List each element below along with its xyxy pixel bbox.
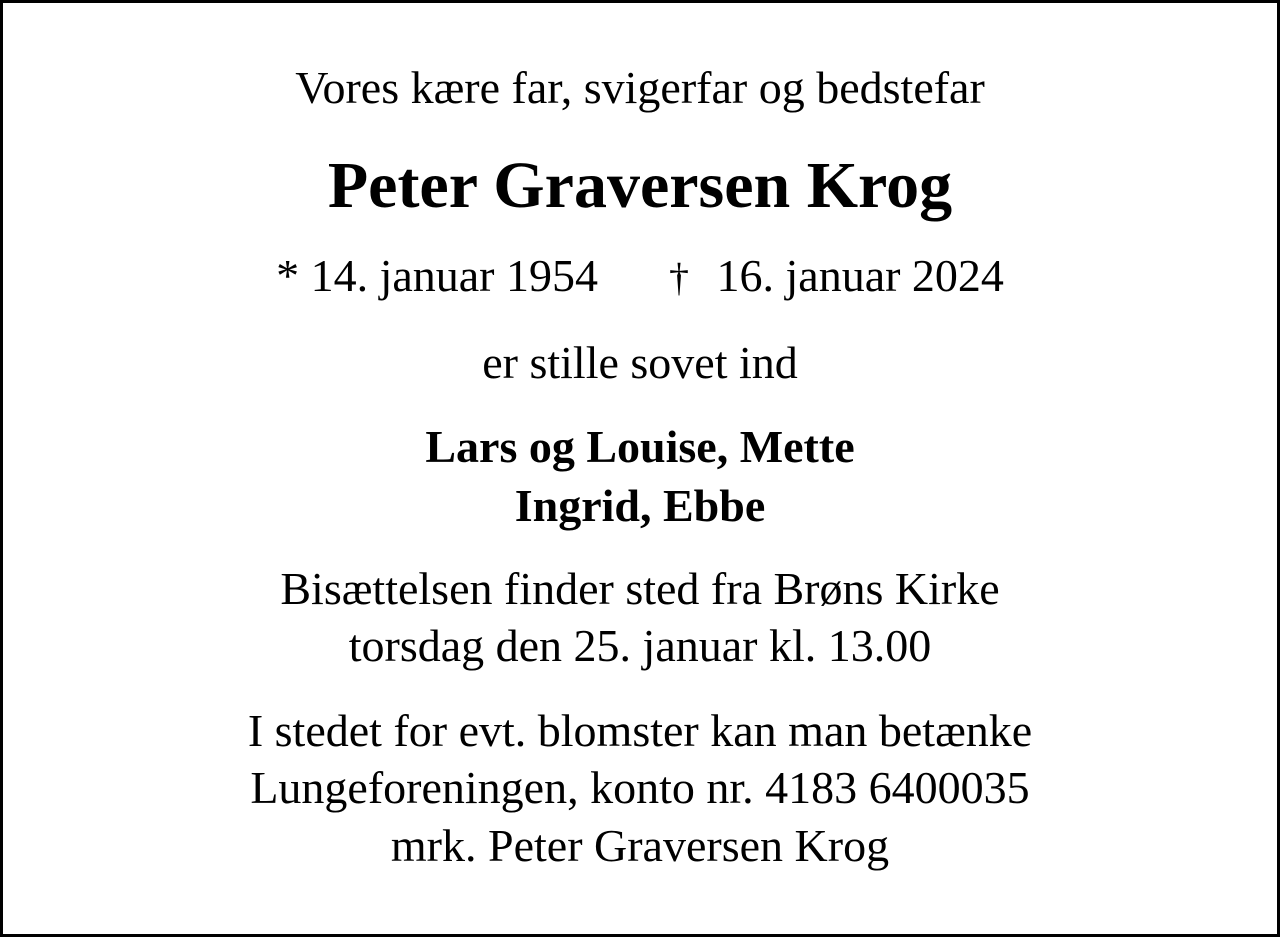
birth-symbol: * bbox=[276, 250, 300, 301]
death-date: 16. januar 2024 bbox=[716, 250, 1004, 301]
family-line: Lars og Louise, Mette bbox=[425, 421, 855, 472]
deceased-name: Peter Graversen Krog bbox=[327, 149, 953, 222]
birth-date: 14. januar 1954 bbox=[310, 250, 598, 301]
family-line: Ingrid, Ebbe bbox=[514, 480, 766, 531]
death-symbol: † bbox=[669, 255, 689, 300]
donation-line: Lungeforeningen, konto nr. 4183 6400035 bbox=[250, 762, 1030, 813]
passed-away-text: er stille sovet ind bbox=[482, 337, 798, 388]
funeral-line: torsdag den 25. januar kl. 13.00 bbox=[348, 620, 932, 671]
funeral-line: Bisættelsen finder sted fra Brøns Kirke bbox=[280, 563, 1000, 614]
intro-text: Vores kære far, svigerfar og bedstefar bbox=[295, 62, 985, 113]
donation-line: I stedet for evt. blomster kan man betænke bbox=[247, 705, 1033, 756]
donation-line: mrk. Peter Graversen Krog bbox=[390, 820, 890, 871]
life-dates bbox=[3, 250, 1277, 301]
